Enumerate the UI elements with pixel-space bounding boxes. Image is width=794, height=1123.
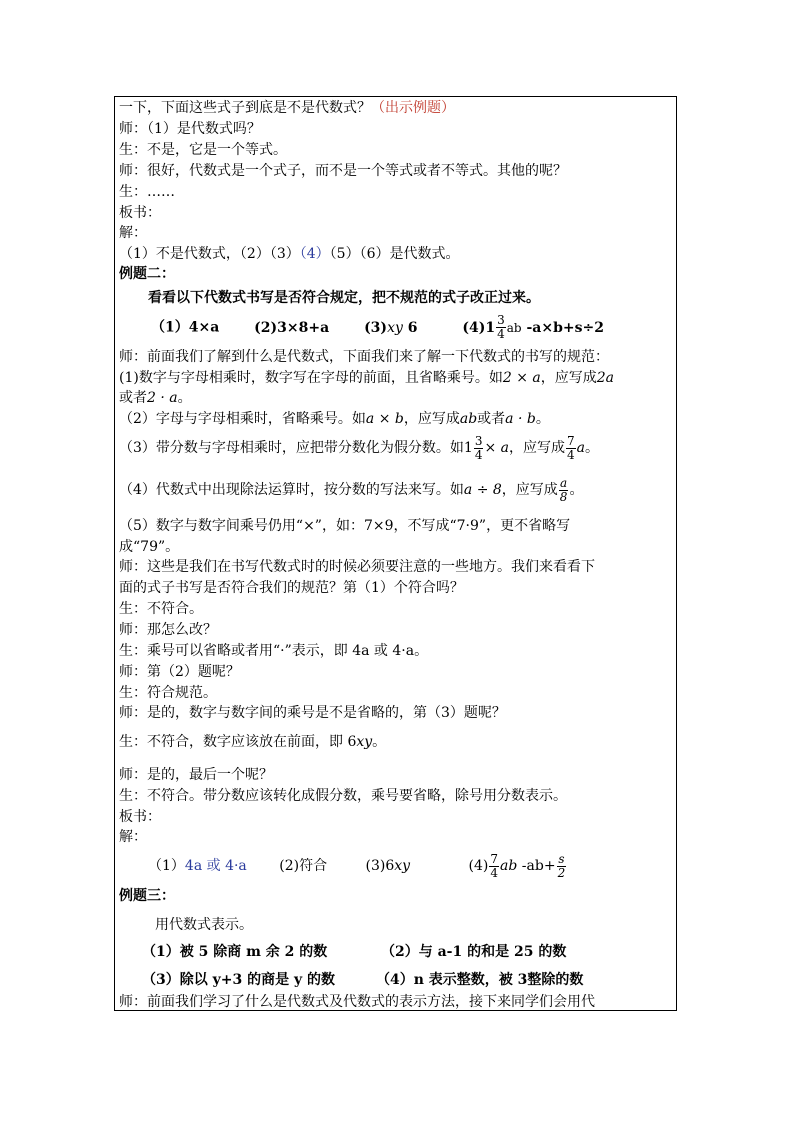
rule-3 bbox=[119, 433, 599, 463]
item-3 bbox=[364, 320, 417, 336]
denominator: 8 bbox=[559, 489, 568, 504]
text-span: 。 bbox=[535, 411, 550, 427]
board-label: 板书： bbox=[119, 205, 161, 221]
math-var: xy bbox=[387, 319, 403, 336]
text-span: （4） bbox=[299, 246, 330, 262]
student-line: 生：符合规范。 bbox=[119, 685, 217, 701]
text-span: （3）带分数与字母相乘时，应把带分数化为假分数。如 bbox=[119, 440, 464, 456]
solution-label: 解： bbox=[119, 829, 147, 845]
numerator: 3 bbox=[474, 433, 483, 448]
fraction bbox=[559, 477, 569, 504]
denominator: 4 bbox=[497, 327, 505, 341]
math-expr: 2 · a bbox=[147, 390, 178, 406]
text-span: （2）字母与字母相乘时，省略乘号。如 bbox=[119, 411, 366, 427]
text-span: (3) bbox=[364, 319, 388, 336]
item-1: （1）4×a bbox=[151, 319, 220, 336]
text-span: (4) bbox=[468, 858, 489, 874]
denominator: 4 bbox=[567, 447, 575, 462]
text-span: ，应写成 bbox=[540, 370, 597, 386]
example-item: （4）n 表示整数，被 3整除的数 bbox=[376, 972, 584, 988]
mixed-number bbox=[463, 433, 485, 462]
math-expr: × a bbox=[484, 440, 509, 456]
rule-1-cont bbox=[119, 388, 192, 408]
fraction bbox=[566, 435, 576, 462]
math-expr: a × b bbox=[365, 411, 404, 427]
text-span: -ab+ bbox=[517, 858, 556, 874]
text-span: 。 bbox=[372, 734, 387, 750]
teacher-line: 师：前面我们学习了什么是代数式及代数式的表示方法，接下来同学们会用代 bbox=[119, 994, 595, 1010]
show-example-note: （出示例题） bbox=[371, 100, 455, 116]
answer-4 bbox=[468, 851, 568, 880]
text-span: 或者 bbox=[119, 390, 147, 406]
numerator: a bbox=[560, 475, 568, 490]
teacher-line: 师：这些是我们在书写代数式时的时候必须要注意的一些地方。我们来看看下 bbox=[119, 559, 595, 575]
student-line: 生：乘号可以省略或者用“·”表示，即 4a 或 4·a。 bbox=[119, 643, 429, 659]
example-heading: 例题二： bbox=[119, 266, 175, 282]
text-span: (3)6 bbox=[365, 858, 395, 874]
denominator: 4 bbox=[474, 447, 483, 462]
text-span: (4)1 bbox=[462, 319, 496, 336]
board-label: 板书： bbox=[119, 809, 161, 825]
math-var: ab bbox=[506, 320, 522, 335]
text-span: (1)数字与字母相乘时，数字写在字母的前面，且省略乘号。如 bbox=[119, 370, 503, 386]
text-span: （1） bbox=[148, 858, 185, 874]
example-items bbox=[151, 314, 604, 341]
item-2: (2)3×8+a bbox=[254, 319, 330, 336]
example-item: （1）被 5 除商 m 余 2 的数 bbox=[142, 944, 328, 960]
student-line: 生：不符合。 bbox=[119, 601, 203, 617]
numerator: s bbox=[558, 851, 565, 866]
student-line: 生：…… bbox=[119, 184, 175, 200]
answer-2: (2)符合 bbox=[279, 858, 328, 874]
rule-5: （5）数字与数字间乘号仍用“×”，如：7×9，不写成“7·9”，更不省略写 bbox=[119, 518, 571, 534]
fraction bbox=[496, 314, 506, 341]
rule-5-cont: 成“79”。 bbox=[119, 539, 180, 555]
example-instruction: 用代数式表示。 bbox=[155, 917, 253, 933]
denominator: 4 bbox=[490, 865, 499, 880]
fraction bbox=[557, 853, 567, 880]
math-expr: 2 × a bbox=[502, 370, 541, 386]
fraction bbox=[489, 853, 499, 880]
math-var: a bbox=[576, 440, 585, 456]
text-span: -a×b+s÷2 bbox=[521, 319, 604, 336]
teacher-line: 师：很好，代数式是一个式子，而不是一个等式或者不等式。其他的呢？ bbox=[119, 163, 567, 179]
rule-2 bbox=[119, 409, 550, 429]
teacher-line: 师：那怎么改？ bbox=[119, 622, 217, 638]
example-heading: 例题三： bbox=[119, 888, 175, 904]
math-expr: a · b bbox=[505, 411, 536, 427]
text-span: ，应写成 bbox=[403, 411, 460, 427]
text-span: 。 bbox=[177, 390, 192, 406]
teacher-line: 师：是的，数字与数字间的乘号是不是省略的，第（3）题呢？ bbox=[119, 705, 506, 721]
teacher-line: 师：前面我们了解到什么是代数式，下面我们来了解一下代数式的书写的规范： bbox=[119, 349, 609, 365]
answer-1: 4a 或 4·a bbox=[184, 858, 247, 874]
text-line bbox=[119, 98, 455, 118]
numerator: 7 bbox=[567, 433, 575, 448]
text-span: ，应写成 bbox=[509, 440, 565, 456]
text-span: 。 bbox=[569, 482, 584, 498]
item-4 bbox=[462, 313, 604, 341]
text-span: 。 bbox=[585, 440, 599, 456]
fraction bbox=[474, 435, 484, 462]
math-var: xy bbox=[356, 734, 373, 750]
example-item: （3）除以 y+3 的商是 y 的数 bbox=[142, 972, 335, 988]
teacher-line: 师：是的，最后一个呢？ bbox=[119, 767, 273, 783]
teacher-line: 师：（1）是代数式吗？ bbox=[119, 121, 261, 137]
student-line: 生：不是，它是一个等式。 bbox=[119, 142, 287, 158]
teacher-line-cont: 面的式子书写是否符合我们的规范？第（1）个符合吗？ bbox=[119, 580, 464, 596]
solution-answers bbox=[148, 849, 567, 883]
teacher-line: 师：第（2）题呢？ bbox=[119, 664, 240, 680]
student-line: 生：不符合。带分数应该转化成假分数，乘号要省略，除号用分数表示。 bbox=[119, 788, 567, 804]
text-span: 生：不符合，数字应该放在前面，即 6 bbox=[119, 734, 357, 750]
text-span: （1）不是代数式，（2）（3） bbox=[119, 246, 300, 262]
text-span: 或者 bbox=[477, 411, 506, 427]
rule-1 bbox=[119, 368, 614, 388]
text-span: （4）代数式中出现除法运算时，按分数的写法来写。如 bbox=[119, 482, 464, 498]
answer-3 bbox=[366, 858, 411, 874]
solution-line bbox=[119, 244, 459, 264]
text-span: （5）（6）是代数式。 bbox=[329, 246, 460, 262]
text-span: 一下，下面这些式子到底是不是代数式？ bbox=[119, 100, 371, 116]
text-span: 1 bbox=[463, 440, 473, 456]
math-var: ab bbox=[500, 858, 518, 874]
numerator: 3 bbox=[497, 313, 505, 327]
numerator: 7 bbox=[490, 851, 499, 866]
example-instruction: 看看以下代数式书写是否符合规定，把不规范的式子改正过来。 bbox=[148, 290, 540, 306]
math-var: xy bbox=[394, 858, 411, 874]
solution-label: 解： bbox=[119, 225, 147, 241]
rule-4 bbox=[119, 475, 583, 505]
denominator: 2 bbox=[557, 865, 566, 880]
math-expr: ab bbox=[459, 411, 478, 427]
student-line bbox=[119, 732, 386, 752]
math-expr: a ÷ 8 bbox=[463, 482, 502, 498]
example-item: （2）与 a-1 的和是 25 的数 bbox=[381, 944, 567, 960]
text-span: ，应写成 bbox=[501, 482, 558, 498]
text-span: 6 bbox=[402, 319, 418, 336]
math-expr: 2a bbox=[596, 370, 614, 386]
